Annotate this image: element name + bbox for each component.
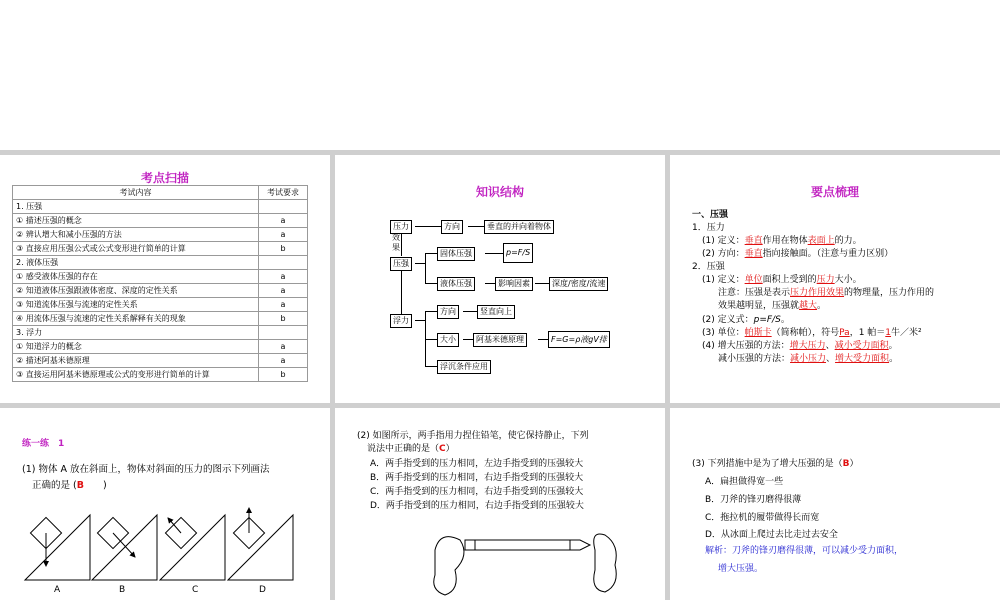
question-2: (2) 如图所示，两手指用力捏住铅笔，使它保持静止，下列: [357, 431, 589, 441]
diagram-c: [160, 515, 225, 580]
formula-buoyancy: F=G=ρ液gV排: [548, 331, 610, 348]
node-buoyancy-direction: 方向: [437, 305, 459, 319]
option-label-d: D: [259, 585, 266, 595]
cell-level: a: [259, 298, 308, 312]
table-row: [13, 354, 308, 368]
option-c: C．两手指受到的压力相同，右边手指受到的压强较大: [370, 487, 584, 497]
table-body: [13, 200, 308, 382]
cell-level: b: [259, 242, 308, 256]
section-heading: 一、压强: [692, 210, 729, 220]
cell-content: 1. 压强: [13, 200, 259, 214]
cell-level: b: [259, 368, 308, 382]
connector: [425, 339, 437, 340]
table-row: [13, 228, 308, 242]
option-b: B．刀斧的锋刃磨得很薄: [705, 495, 802, 505]
option-label-b: B: [119, 585, 126, 595]
connector: [538, 339, 548, 340]
pencil-hands-illustration: [430, 520, 630, 600]
connector: [415, 263, 425, 264]
option-d: D．从冰面上爬过去比走过去安全: [705, 530, 838, 540]
connector: [425, 253, 437, 254]
table-row: [13, 340, 308, 354]
node-archimedes: 阿基米德原理: [473, 333, 527, 347]
panel-knowledge-structure: [335, 155, 665, 403]
cell-content: 3. 浮力: [13, 326, 259, 340]
panel-title: 考点扫描: [140, 171, 189, 185]
cell-level: [259, 256, 308, 270]
item-pressure-force: 1．压力: [692, 223, 725, 233]
table-row: [13, 270, 308, 284]
question-2-answer-line: 说法中正确的是（C）: [367, 444, 455, 454]
node-factor-list: 深度/密度/流速: [549, 277, 608, 291]
line-decrease-methods: 减小压强的方法：减小压力、增大受力面积。: [718, 354, 899, 364]
option-a: A．两手指受到的压力相同，左边手指受到的压强较大: [370, 459, 584, 469]
node-direction-desc: 垂直的并向着物体: [484, 220, 554, 234]
table-row: [13, 214, 308, 228]
node-magnitude: 大小: [437, 333, 459, 347]
node-buoyancy: 浮力: [390, 314, 412, 328]
connector: [485, 253, 503, 254]
connector: [401, 270, 402, 314]
connector: [463, 339, 473, 340]
label-effect: 效果: [392, 233, 400, 252]
node-pressure: 压强: [390, 257, 412, 271]
cell-content: ③ 知道流体压强与流速的定性关系: [13, 298, 259, 312]
connector: [425, 311, 437, 312]
option-d: D．两手指受到的压力相同，右边手指受到的压强较大: [370, 501, 584, 511]
analysis-line-2: 增大压强。: [718, 564, 764, 574]
table-row: [13, 200, 308, 214]
panel-title: 要点梳理: [810, 185, 859, 199]
cell-content: 2. 液体压强: [13, 256, 259, 270]
option-c: C．拖拉机的履带做得长而宽: [705, 513, 820, 523]
line-force-direction: (2) 方向：垂直指向接触面。（注意与重力区别）: [702, 249, 894, 259]
connector: [401, 234, 402, 256]
item-pressure: 2．压强: [692, 262, 725, 272]
line-note-2: 效果越明显，压强就越大。: [718, 301, 827, 311]
panel-exercise-3: [670, 408, 1000, 600]
connector: [463, 311, 477, 312]
panel-key-points: [670, 155, 1000, 403]
connector: [468, 226, 484, 227]
cell-content: ① 感受液体压强的存在: [13, 270, 259, 284]
line-formula: (2) 定义式：p=F/S。: [702, 315, 790, 325]
node-pressure-force: 压力: [390, 220, 412, 234]
cell-content: ① 描述压强的概念: [13, 214, 259, 228]
panel-exercise-2: [335, 408, 665, 600]
option-label-c: C: [192, 585, 199, 595]
node-liquid-pressure: 液体压强: [437, 277, 475, 291]
cell-content: ② 辨认增大和减小压强的方法: [13, 228, 259, 242]
connector: [415, 320, 425, 321]
diagram-a: [25, 515, 90, 580]
panel-title: 知识结构: [475, 185, 524, 199]
col-header-content: 考试内容: [13, 186, 259, 200]
diagram-b: [92, 515, 157, 580]
col-header-requirement: 考试要求: [259, 186, 308, 200]
cell-content: ② 知道液体压强跟液体密度、深度的定性关系: [13, 284, 259, 298]
node-float-sink: 浮沉条件应用: [437, 360, 491, 374]
line-unit: (3) 单位：帕斯卡（简称帕），符号Pa，1 帕＝1牛／米²: [702, 328, 922, 338]
line-pressure-definition: (1) 定义：单位面积上受到的压力大小。: [702, 275, 862, 285]
table-row: [13, 242, 308, 256]
node-buoyancy-direction-desc: 竖直向上: [477, 305, 515, 319]
question-1-answer-line: 正确的是 (B ): [32, 480, 107, 491]
cell-content: ④ 用流体压强与流速的定性关系解释有关的现象: [13, 312, 259, 326]
cell-level: a: [259, 340, 308, 354]
cell-level: [259, 200, 308, 214]
line-force-definition: (1) 定义：垂直作用在物体表面上的力。: [702, 236, 862, 246]
line-note: 注意：压强是表示压力作用效果的物理量，压力作用的: [718, 288, 935, 298]
cell-level: a: [259, 284, 308, 298]
formula-pressure: p=F/S: [503, 243, 533, 263]
question-3: (3) 下列措施中是为了增大压强的是（B）: [692, 459, 859, 469]
question-1: (1) 物体 A 放在斜面上，物体对斜面的压力的图示下列画法: [22, 464, 270, 475]
analysis-line-1: 解析：刀斧的锋刃磨得很薄，可以减少受力面积，: [705, 546, 904, 556]
panel-exercise-1: [0, 408, 330, 600]
node-direction: 方向: [441, 220, 463, 234]
cell-level: a: [259, 354, 308, 368]
option-a: A．扁担做得宽一些: [705, 477, 784, 487]
cell-content: ① 知道浮力的概念: [13, 340, 259, 354]
cell-level: a: [259, 214, 308, 228]
exam-requirements-table: [12, 185, 308, 382]
diagram-d: [228, 508, 293, 580]
table-row: [13, 368, 308, 382]
cell-level: a: [259, 228, 308, 242]
cell-content: ② 描述阿基米德原理: [13, 354, 259, 368]
cell-level: [259, 326, 308, 340]
cell-content: ③ 直接运用阿基米德原理或公式的变形进行简单的计算: [13, 368, 259, 382]
cell-level: b: [259, 312, 308, 326]
exercise-heading: 练一练 1: [22, 439, 65, 449]
node-factors: 影响因素: [495, 277, 533, 291]
table-header-row: [13, 186, 308, 200]
connector: [425, 366, 437, 367]
line-increase-methods: (4) 增大压强的方法：增大压力、减小受力面积。: [702, 341, 898, 351]
node-solid-pressure: 固体压强: [437, 247, 475, 261]
table-row: [13, 326, 308, 340]
incline-diagrams: [0, 500, 330, 600]
cell-content: ③ 直接应用压强公式或公式变形进行简单的计算: [13, 242, 259, 256]
table-row: [13, 284, 308, 298]
option-label-a: A: [54, 585, 61, 595]
connector: [485, 283, 495, 284]
cell-level: a: [259, 270, 308, 284]
table-row: [13, 312, 308, 326]
connector: [425, 283, 437, 284]
option-b: B．两手指受到的压力相同，右边手指受到的压强较大: [370, 473, 584, 483]
connector: [425, 253, 426, 283]
table-row: [13, 298, 308, 312]
connector: [535, 283, 549, 284]
connector: [415, 226, 441, 227]
table-row: [13, 256, 308, 270]
